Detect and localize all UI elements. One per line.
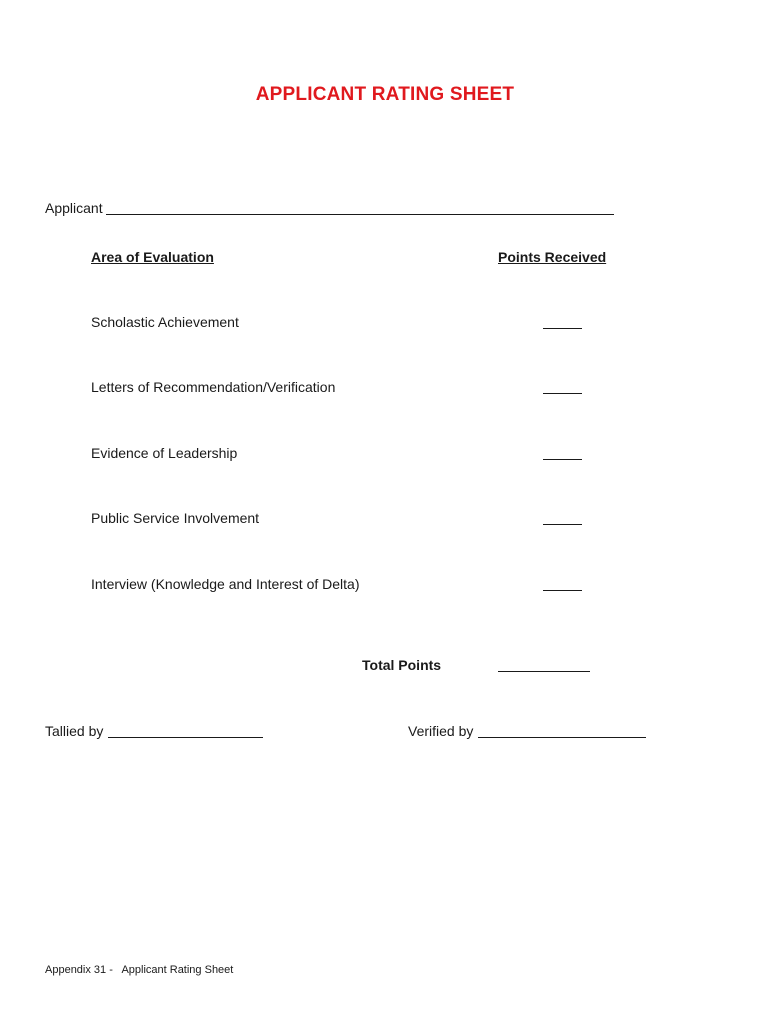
evaluation-item-leadership: Evidence of Leadership	[91, 445, 238, 461]
total-points-label: Total Points	[362, 657, 442, 673]
page-footer: Appendix 31 - Applicant Rating Sheet	[45, 964, 234, 976]
tallied-by-label: Tallied by	[45, 723, 104, 739]
total-points-field[interactable]	[498, 671, 590, 672]
evaluation-item-interview: Interview (Knowledge and Interest of Delta)	[91, 576, 360, 592]
verified-by-label: Verified by	[408, 723, 474, 739]
area-of-evaluation-header: Area of Evaluation	[91, 249, 214, 265]
points-field-scholastic[interactable]	[543, 328, 582, 329]
points-field-public-service[interactable]	[543, 524, 582, 525]
points-received-header: Points Received	[498, 249, 607, 265]
evaluation-item-public-service: Public Service Involvement	[91, 510, 260, 526]
page-title: APPLICANT RATING SHEET	[255, 84, 515, 105]
applicant-label: Applicant	[45, 200, 103, 216]
tallied-by-field[interactable]	[108, 737, 263, 738]
verified-by-field[interactable]	[478, 737, 646, 738]
applicant-name-field[interactable]	[106, 214, 614, 215]
evaluation-item-letters: Letters of Recommendation/Verification	[91, 379, 336, 395]
evaluation-item-scholastic: Scholastic Achievement	[91, 314, 239, 330]
points-field-interview[interactable]	[543, 590, 582, 591]
points-field-letters[interactable]	[543, 393, 582, 394]
points-field-leadership[interactable]	[543, 459, 582, 460]
